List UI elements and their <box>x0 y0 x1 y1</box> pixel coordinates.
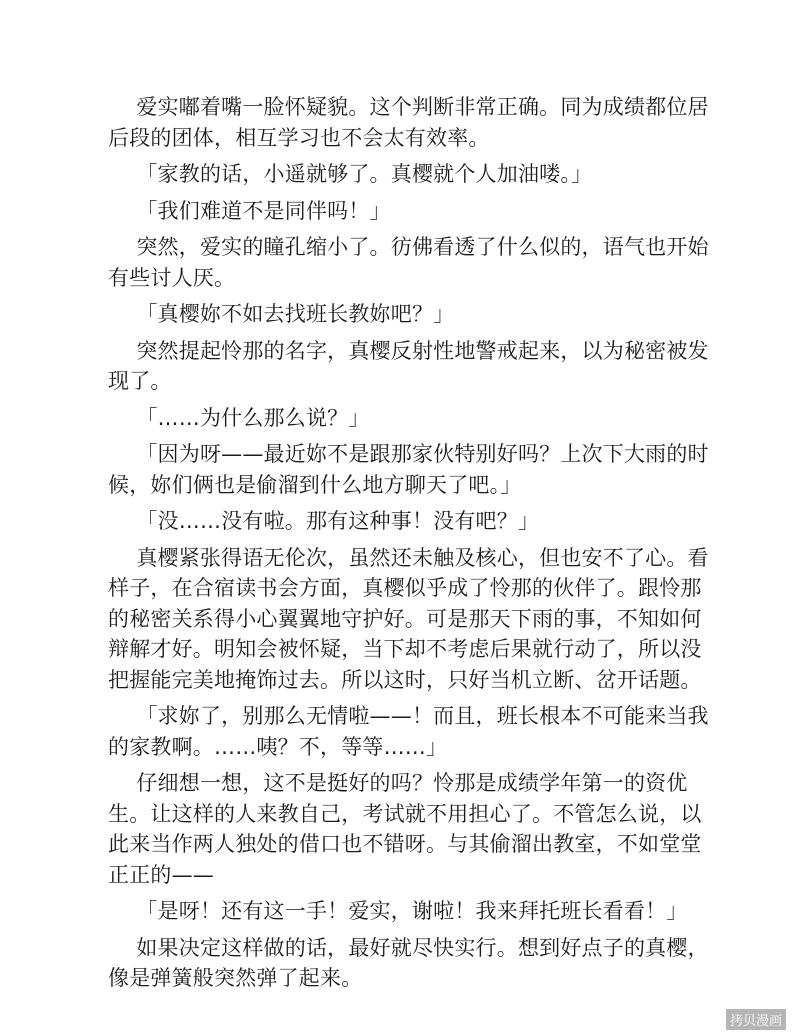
paragraph: 「我们难道不是同伴吗！」 <box>136 198 391 223</box>
paragraph: 「家教的话，小遥就够了。真樱就个人加油喽。」 <box>136 162 593 186</box>
paragraph: 「因为呀——最近妳不是跟那家伙特别好吗？上次下大雨的时候，妳们俩也是偷溜到什么地方聊天了吧。」 <box>108 442 709 497</box>
text-page <box>108 92 718 994</box>
paragraph: 爱实嘟着嘴一脸怀疑貌。这个判断非常正确。同为成绩都位居后段的团体，相互学习也不会太有效率。 <box>108 95 709 150</box>
paragraph: 仔细想一想，这不是挺好的吗？怜那是成绩学年第一的资优生。让这样的人来教自己，考试就不用担心了。不管怎么说，以此来当作两人独处的借口也不错呀。与其偷溜出教室，不如堂堂正正的—— <box>108 771 702 887</box>
paragraph: 「是呀！还有这一手！爱实，谢啦！我来拜托班长看看！」 <box>136 899 688 923</box>
paragraph: 「真樱妳不如去找班长教妳吧？」 <box>136 302 455 326</box>
paragraph: 真樱紧张得语无伦次，虽然还未触及核心，但也安不了心。看样子，在合宿读书会方面，真樱似乎成了怜那的伙伴了。跟怜那的秘密关系得小心翼翼地守护好。可是那天下雨的事，不知如何辩解才好。明知会被怀疑，当下却不考虑后果就行动了，所以没把握能完美地掩饰过去。所以这时，只好当机立断、岔开话题。 <box>108 545 709 692</box>
paragraph: 如果决定这样做的话，最好就尽快实行。想到好点子的真樱，像是弹簧般突然弹了起来。 <box>108 935 709 990</box>
paragraph: 「没……没有啦。那有这种事！没有吧？」 <box>136 509 540 533</box>
paragraph: 「……为什么那么说？」 <box>136 405 370 430</box>
paragraph: 突然提起怜那的名字，真樱反射性地警戒起来，以为秘密被发现了。 <box>108 338 709 393</box>
paragraph: 「求妳了，别那么无情啦——！而且，班长根本不可能来当我的家教啊。……咦？不，等等……」 <box>108 704 709 759</box>
paragraph: 突然，爱实的瞳孔缩小了。彷佛看透了什么似的，语气也开始有些讨人厌。 <box>108 235 709 290</box>
watermark: 拷贝漫画 <box>726 1009 786 1030</box>
